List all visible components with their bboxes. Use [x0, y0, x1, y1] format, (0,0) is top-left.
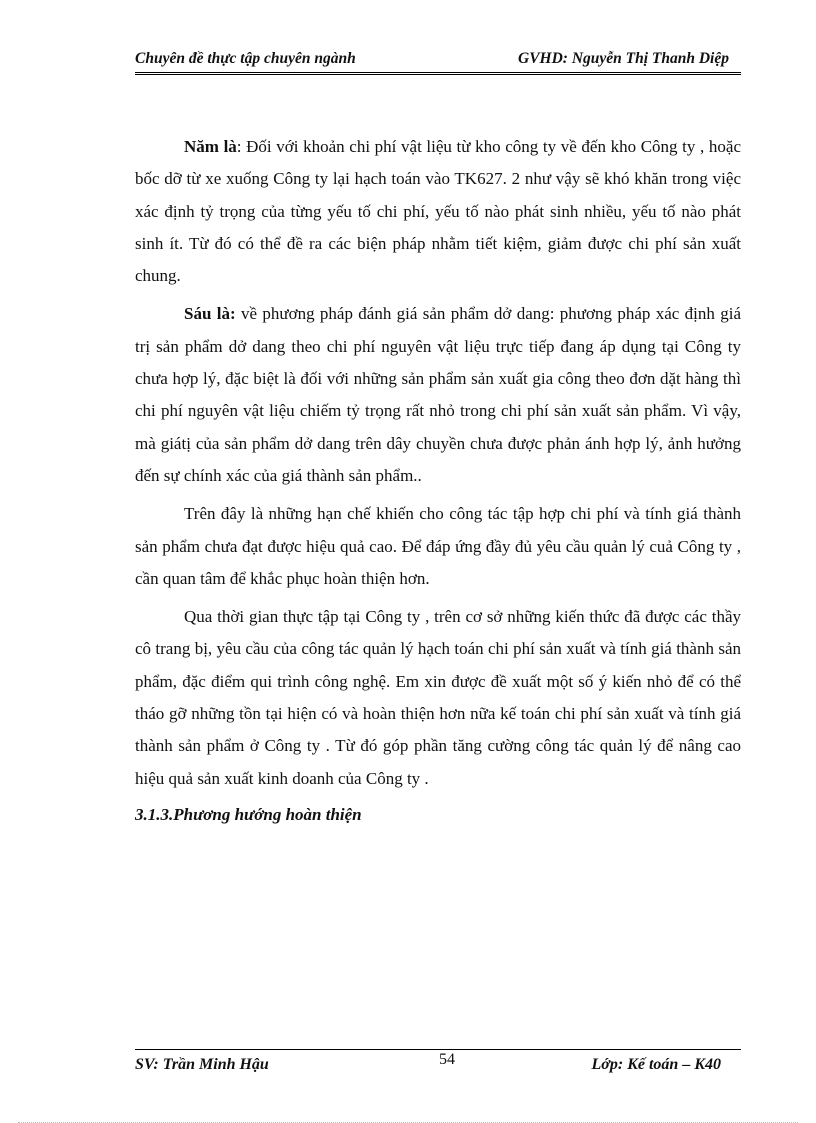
paragraph-text: về phương pháp đánh giá sản phẩm dở dang: phương pháp xác định giá trị sản phẩm dở dang theo chi phí nguyên vật liệu trực tiếp đang áp dụng tại Công ty chưa hợp lý, đặc biệt là đối với những sản phẩm sản xuất gia công theo đơn dặt hàng thì chi phí nguyên vật liệu chiếm tỷ trọng rất nhỏ trong chi phí sản xuất sản phẩm. Vì vậy, mà giátị của sản phẩm dở dang trên dây chuyền chưa được phản ánh hợp lý, ảnh hưởng đến sự chính xác của giá thành sản phẩm..	[135, 304, 741, 485]
paragraph-lead: Năm là	[184, 137, 237, 156]
paragraph-limitations	[135, 498, 741, 595]
header-divider	[135, 72, 741, 75]
paragraph-text: : Đối với khoản chi phí vật liệu từ kho công ty về đến kho Công ty , hoặc bốc dỡ từ xe xuống Công ty lại hạch toán vào TK627. 2 như vậy sẽ khó khăn trong việc xác định tỷ trọng của từng yếu tố chi phí, yếu tố nào phát sinh nhiều, yếu tố nào phát sinh ít. Từ đó có thể đề ra các biện pháp nhằm tiết kiệm, giảm được chi phí sản xuất chung.	[135, 137, 741, 286]
footer-class: Lớp: Kế toán – K40	[591, 1056, 721, 1073]
paragraph-nam-la	[135, 131, 741, 292]
page-header	[135, 48, 741, 72]
paragraph-proposal	[135, 601, 741, 795]
page-number: 54	[439, 1051, 455, 1068]
page-footer	[135, 1051, 741, 1077]
paragraph-text: Qua thời gian thực tập tại Công ty , trên cơ sở những kiến thức đã được các thầy cô trang bị, yêu cầu của công tác quản lý hạch toán chi phí sản xuất và tính giá thành sản phẩm, đặc điểm qui trình công nghệ. Em xin được đề xuất một số ý kiến nhỏ để có thể tháo gỡ những tồn tại hiện có và hoàn thiện hơn nữa kế toán chi phí sản xuất và tính giá thành sản phẩm ở Công ty . Từ đó góp phần tăng cường công tác quản lý để nâng cao hiệu quả sản xuất kinh doanh của Công ty .	[135, 607, 741, 788]
paragraph-text: Trên đây là những hạn chế khiến cho công tác tập hợp chi phí và tính giá thành sản phẩm chưa đạt được hiệu quả cao. Để đáp ứng đầy đủ yêu cầu quản lý cuả Công ty , cần quan tâm để khắc phục hoàn thiện hơn.	[135, 504, 741, 588]
paragraph-lead: Sáu là:	[184, 304, 236, 324]
section-heading: 3.1.3.Phương hướng hoàn thiện	[135, 804, 362, 824]
footer-divider	[135, 1049, 741, 1050]
document-body	[135, 131, 741, 829]
header-supervisor: GVHD: Nguyễn Thị Thanh Diệp	[518, 50, 729, 67]
paragraph-sau-la	[135, 298, 741, 492]
header-report-title: Chuyên đề thực tập chuyên ngành	[135, 50, 356, 67]
footer-student: SV: Trần Minh Hậu	[135, 1056, 269, 1073]
